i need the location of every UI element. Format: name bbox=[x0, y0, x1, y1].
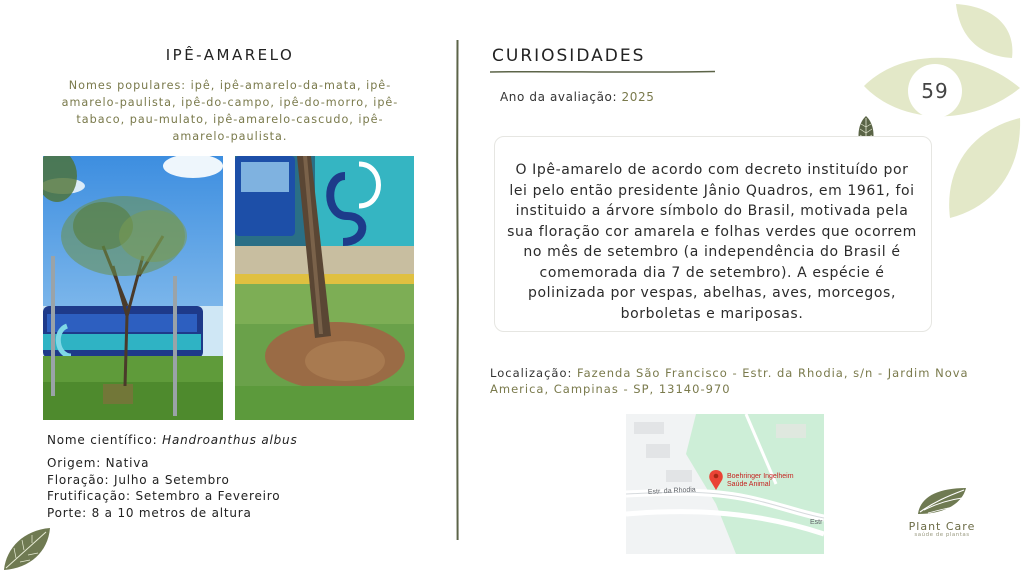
evaluation-year bbox=[500, 90, 655, 104]
column-divider bbox=[456, 40, 459, 540]
plant-care-logo-icon bbox=[914, 486, 970, 518]
scientific-name bbox=[47, 433, 298, 447]
year-label: Ano da avaliação: bbox=[500, 90, 622, 104]
flowering: Floração: Julho a Setembro bbox=[47, 472, 230, 487]
map-road-label-2: Estr bbox=[810, 519, 823, 526]
location-label: Localização: bbox=[490, 366, 578, 380]
map-place-line1: Boehringer Ingelheim bbox=[727, 473, 794, 480]
scientific-name-value: Handroanthus albus bbox=[162, 433, 298, 447]
logo-name: Plant Care bbox=[908, 520, 976, 533]
year-value: 2025 bbox=[621, 90, 655, 104]
fruiting: Frutificação: Setembro a Fevereiro bbox=[47, 489, 281, 503]
size: Porte: 8 a 10 metros de altura bbox=[47, 505, 252, 520]
map-place-line2: Saúde Animal bbox=[727, 481, 771, 488]
tree-photo-left bbox=[43, 156, 223, 420]
plant-info bbox=[47, 455, 280, 521]
scientific-name-label: Nome científico: bbox=[47, 433, 163, 447]
origin: Origem: Nativa bbox=[47, 456, 150, 470]
map-road-label: Estr. da Rhodia bbox=[647, 486, 696, 496]
logo-tagline: saúde de plantas bbox=[914, 532, 970, 538]
section-title: CURIOSIDADES bbox=[492, 46, 646, 66]
title-underline bbox=[490, 70, 715, 74]
location bbox=[490, 366, 980, 397]
location-value: Fazenda São Francisco - Estr. da Rhodia, s/n - Jardim Nova America, Campinas - SP, 13140-970 bbox=[490, 366, 969, 396]
tree-photo-right bbox=[235, 156, 414, 420]
location-map[interactable] bbox=[626, 414, 824, 554]
page-title: IPÊ-AMARELO bbox=[165, 46, 295, 64]
popular-names: Nomes populares: ipê, ipê-amarelo-da-mata, ipê-amarelo-paulista, ipê-do-campo, ipê-do-morro, ipê-tabaco, pau-mulato, ipê-amarelo-cascudo, ipê-amarelo-paulista. bbox=[61, 79, 399, 143]
curiosity-text: O Ipê-amarelo de acordo com decreto instituído por lei pelo então presidente Jânio Quadros, em 1961, foi instituido a árvore símbolo do Brasil, motivada pela sua floração cor amarela e folhas verdes que ocorrem no mês de setembro (a independência do Brasil é comemorada dia 7 de setembro). A espécie é polinizada por vespas, abelhas, aves, morcegos, borboletas e mariposas. bbox=[507, 162, 917, 322]
page-number: 59 bbox=[921, 79, 949, 103]
leaf-icon bbox=[2, 526, 52, 572]
